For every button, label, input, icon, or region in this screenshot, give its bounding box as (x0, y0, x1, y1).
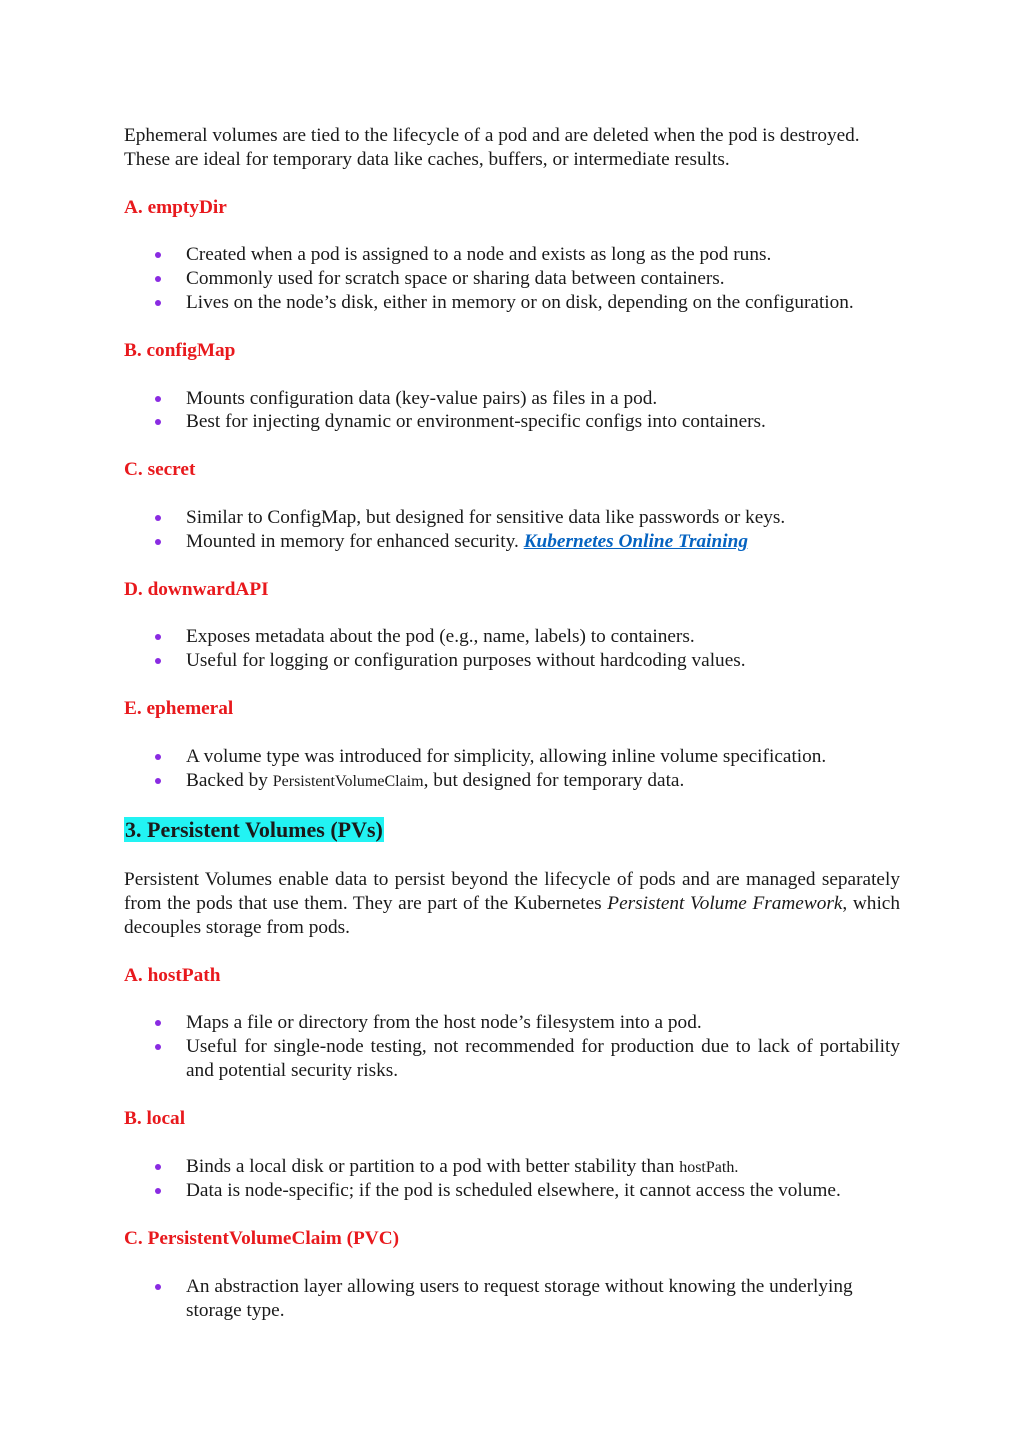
list-ephemeral (124, 745, 900, 794)
inline-code-hostpath: hostPath (679, 1158, 735, 1176)
list-item: Similar to ConfigMap, but designed for sensitive data like passwords or keys. (124, 506, 900, 530)
list-item: Useful for logging or configuration purposes without hardcoding values. (124, 649, 900, 673)
intro-line-1: Ephemeral volumes are tied to the lifecycle of a pod and are deleted when the pod is destroyed. (124, 125, 860, 146)
list-item: Data is node-specific; if the pod is scheduled elsewhere, it cannot access the volume. (124, 1179, 900, 1203)
intro-paragraph (124, 124, 900, 172)
para-text: Persistent Volumes enable data to persist beyond the lifecycle of pods and are managed separately from the pods that use them. They are part of the Kubernetes (124, 869, 900, 914)
list-item: Useful for single-node testing, not recommended for production due to lack of portability and potential security risks. (124, 1035, 900, 1083)
list-item-text: Backed by (186, 769, 273, 791)
heading-configmap: B. configMap (124, 339, 236, 361)
list-item-text: Mounted in memory for enhanced security. (186, 530, 519, 552)
list-item-text: , but designed for temporary data. (423, 769, 685, 791)
list-item: Created when a pod is assigned to a node and exists as long as the pod runs. (124, 243, 900, 267)
list-item (124, 1155, 900, 1180)
inline-code-pvc: PersistentVolumeClaim (272, 772, 424, 790)
kubernetes-training-link[interactable]: Kubernetes Online Training (523, 530, 748, 552)
list-local (124, 1155, 900, 1204)
list-item: A volume type was introduced for simplicity, allowing inline volume specification. (124, 745, 900, 769)
list-item: Maps a file or directory from the host node’s filesystem into a pod. (124, 1011, 900, 1035)
list-item-text: . (734, 1158, 739, 1176)
heading-ephemeral: E. ephemeral (124, 697, 234, 719)
list-item: An abstraction layer allowing users to request storage without knowing the underlying storage type. (124, 1275, 900, 1323)
list-secret (124, 506, 900, 554)
intro-line-2: These are ideal for temporary data like caches, buffers, or intermediate results. (124, 148, 730, 170)
section-title-persistent-volumes: 3. Persistent Volumes (PVs) (125, 817, 383, 843)
list-item: Exposes metadata about the pod (e.g., name, labels) to containers. (124, 625, 900, 649)
heading-pvc: C. PersistentVolumeClaim (PVC) (124, 1228, 400, 1250)
list-pvc (124, 1275, 900, 1323)
para-emphasis: Persistent Volume Framework (607, 892, 843, 914)
list-item-text: Binds a local disk or partition to a pod with better stability than (186, 1155, 680, 1177)
heading-downwardapi: D. downwardAPI (124, 578, 269, 600)
list-configmap (124, 387, 900, 435)
section-heading-wrap (124, 817, 900, 844)
list-item (124, 769, 900, 794)
list-item: Mounts configuration data (key-value pairs) as files in a pod. (124, 387, 900, 411)
heading-local: B. local (124, 1107, 186, 1129)
heading-hostpath: A. hostPath (124, 964, 221, 986)
list-item (124, 530, 900, 554)
list-emptydir (124, 243, 900, 314)
heading-secret: C. secret (124, 459, 196, 481)
list-downwardapi (124, 625, 900, 673)
para-text: , which decouples storage from pods. (124, 892, 900, 938)
list-item: Commonly used for scratch space or sharing data between containers. (124, 267, 900, 291)
list-hostpath (124, 1011, 900, 1082)
list-item: Lives on the node’s disk, either in memory or on disk, depending on the configuration. (124, 291, 900, 315)
persistent-volumes-paragraph (124, 868, 900, 939)
list-item: Best for injecting dynamic or environment-specific configs into containers. (124, 410, 900, 434)
heading-emptydir: A. emptyDir (124, 196, 227, 218)
document-content (124, 124, 900, 1347)
